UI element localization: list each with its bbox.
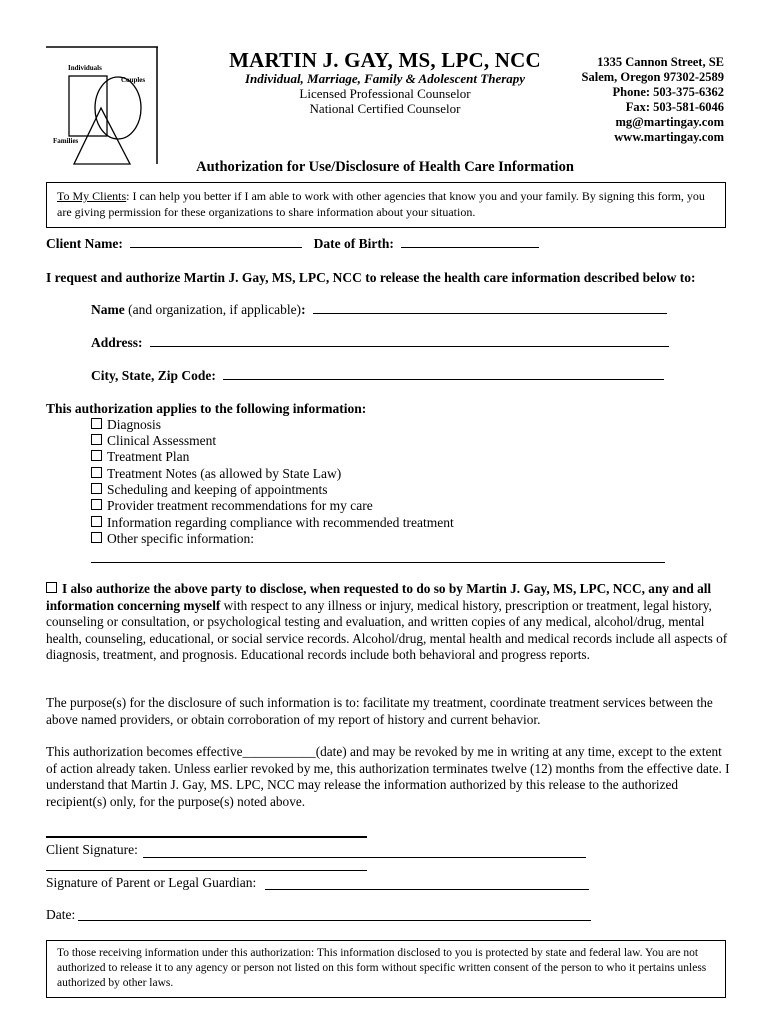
signature-line[interactable] xyxy=(46,870,367,871)
recipient-notice-box: To those receiving information under this authorization: This information disclosed to you is protected by state and federal law. You are not authorized to release it to any agency or person not listed on this form without specific written consent of the person to who it pertains unless authorized by other laws. xyxy=(46,940,726,998)
recipient-city-label: City, State, Zip Code: xyxy=(91,368,216,383)
recipient-name-field[interactable] xyxy=(313,312,667,314)
recipient-address-label: Address: xyxy=(91,335,143,350)
guardian-signature-label: Signature of Parent or Legal Guardian: xyxy=(46,875,257,890)
dob-field[interactable] xyxy=(401,246,539,248)
recipient-name-colon: : xyxy=(301,302,306,317)
checkbox-item[interactable] xyxy=(91,482,327,498)
client-name-row xyxy=(46,236,539,252)
date-label: Date: xyxy=(46,907,76,922)
checkbox-label: Scheduling and keeping of appointments xyxy=(107,482,328,497)
date-row xyxy=(46,907,75,923)
contact-street: 1335 Cannon Street, SE xyxy=(597,55,724,69)
checkbox-item[interactable] xyxy=(91,531,254,547)
purpose-paragraph: The purpose(s) for the disclosure of such information is to: facilitate my treatment, coordinate treatment services between the above named providers, or obtain corroboration of my report of history and current behavior. xyxy=(46,695,713,727)
logo-graphic xyxy=(46,46,158,166)
also-authorize-checkbox[interactable] xyxy=(46,582,57,593)
recipient-name-note: (and organization, if applicable) xyxy=(124,302,302,317)
checkbox-item[interactable] xyxy=(91,498,373,514)
logo xyxy=(46,46,158,166)
signature-line[interactable] xyxy=(46,836,367,838)
checkbox-label: Treatment Notes (as allowed by State Law) xyxy=(107,466,342,481)
effective-date-field[interactable]: ___________ xyxy=(242,744,316,759)
date-field[interactable] xyxy=(78,920,591,921)
recipient-name-label: Name xyxy=(91,302,125,317)
checkbox-icon[interactable] xyxy=(91,434,102,445)
checkbox-item[interactable] xyxy=(91,433,216,449)
checkbox-icon[interactable] xyxy=(91,483,102,494)
checkbox-label: Treatment Plan xyxy=(107,449,190,464)
checkbox-label: Diagnosis xyxy=(107,417,161,432)
practice-subtitle: Individual, Marriage, Family & Adolescent Therapy xyxy=(244,71,526,86)
checkbox-label: Clinical Assessment xyxy=(107,433,217,448)
client-signature-label: Client Signature: xyxy=(46,842,138,857)
checkbox-icon[interactable] xyxy=(91,499,102,510)
checkbox-label: Provider treatment recommendations for my care xyxy=(107,498,373,513)
client-signature-field[interactable] xyxy=(143,857,586,858)
checkbox-icon[interactable] xyxy=(91,516,102,527)
logo-label-couples: Couples xyxy=(121,76,146,84)
recipient-city-row xyxy=(91,368,664,384)
effective-paragraph xyxy=(46,744,730,810)
recipient-city-field[interactable] xyxy=(223,378,664,380)
intro-box xyxy=(46,182,726,228)
logo-label-families: Families xyxy=(53,137,79,145)
checkbox-item[interactable] xyxy=(91,417,161,433)
guardian-signature-field[interactable] xyxy=(265,889,589,890)
recipient-name-row xyxy=(91,302,667,318)
checkbox-item[interactable] xyxy=(91,449,189,465)
guardian-signature-row xyxy=(46,875,256,891)
checkbox-item[interactable] xyxy=(91,515,454,531)
client-signature-row xyxy=(46,842,138,858)
contact-email[interactable]: mg@martingay.com xyxy=(615,115,724,129)
recipient-address-row xyxy=(91,335,669,351)
applies-heading: This authorization applies to the following information: xyxy=(46,401,367,416)
logo-label-individuals: Individuals xyxy=(68,64,102,72)
also-authorize-bold: I also authorize the above party to disclose, when requested to do so by Martin J. Gay, MS, LPC, NCC, any and all information concerning myself xyxy=(46,581,712,613)
checkbox-label: Information regarding compliance with recommended treatment xyxy=(107,515,454,530)
credential-lpc: Licensed Professional Counselor xyxy=(299,86,471,101)
client-name-field[interactable] xyxy=(130,246,302,248)
also-authorize-paragraph xyxy=(46,581,730,664)
effective-before: This authorization becomes effective xyxy=(46,744,243,759)
intro-text: : I can help you better if I am able to work with other agencies that know you and your family. By signing this form, you are giving permission for these organizations to share information about your situation. xyxy=(57,189,705,219)
recipient-address-field[interactable] xyxy=(150,345,669,347)
client-name-label: Client Name: xyxy=(46,236,123,251)
form-title: Authorization for Use/Disclosure of Health Care Information xyxy=(196,159,574,175)
contact-website[interactable]: www.martingay.com xyxy=(614,130,724,144)
checkbox-icon[interactable] xyxy=(91,532,102,543)
checkbox-item[interactable] xyxy=(91,466,341,482)
checkbox-label: Other specific information: xyxy=(107,531,254,546)
practice-title: MARTIN J. GAY, MS, LPC, NCC xyxy=(229,48,541,72)
effective-after: (date) and may be revoked by me in writing at any time, except to the extent of action already taken. Unless earlier revoked by me, this authorization terminates twelve (12) months from the effective date. I understand that Martin J. Gay, MS. LPC, NCC may release the information authorized by this release to the authorized recipient(s) only, for the purpose(s) noted above. xyxy=(46,744,730,809)
also-authorize-text: with respect to any illness or injury, medical history, prescription or treatment, legal history, counseling or consultation, or psychological testing and evaluation, and written copies of any medical, alcohol/drug, mental health, counseling, educational, or social service records. Alcohol/drug, mental health and medical records include all aspects of diagnosis, treatment, and prognosis. Educational records include both behavioral and progress reports. xyxy=(46,597,728,662)
dob-label: Date of Birth: xyxy=(313,236,394,251)
request-statement: I request and authorize Martin J. Gay, MS, LPC, NCC to release the health care information described below to: xyxy=(46,270,696,285)
intro-lead: To My Clients xyxy=(57,189,127,203)
contact-fax: Fax: 503-581-6046 xyxy=(625,100,724,114)
contact-phone: Phone: 503-375-6362 xyxy=(612,85,724,99)
checkbox-icon[interactable] xyxy=(91,450,102,461)
checkbox-icon[interactable] xyxy=(91,467,102,478)
credential-ncc: National Certified Counselor xyxy=(309,101,461,116)
other-info-field[interactable] xyxy=(91,562,665,563)
checkbox-icon[interactable] xyxy=(91,418,102,429)
contact-city: Salem, Oregon 97302-2589 xyxy=(581,70,724,84)
